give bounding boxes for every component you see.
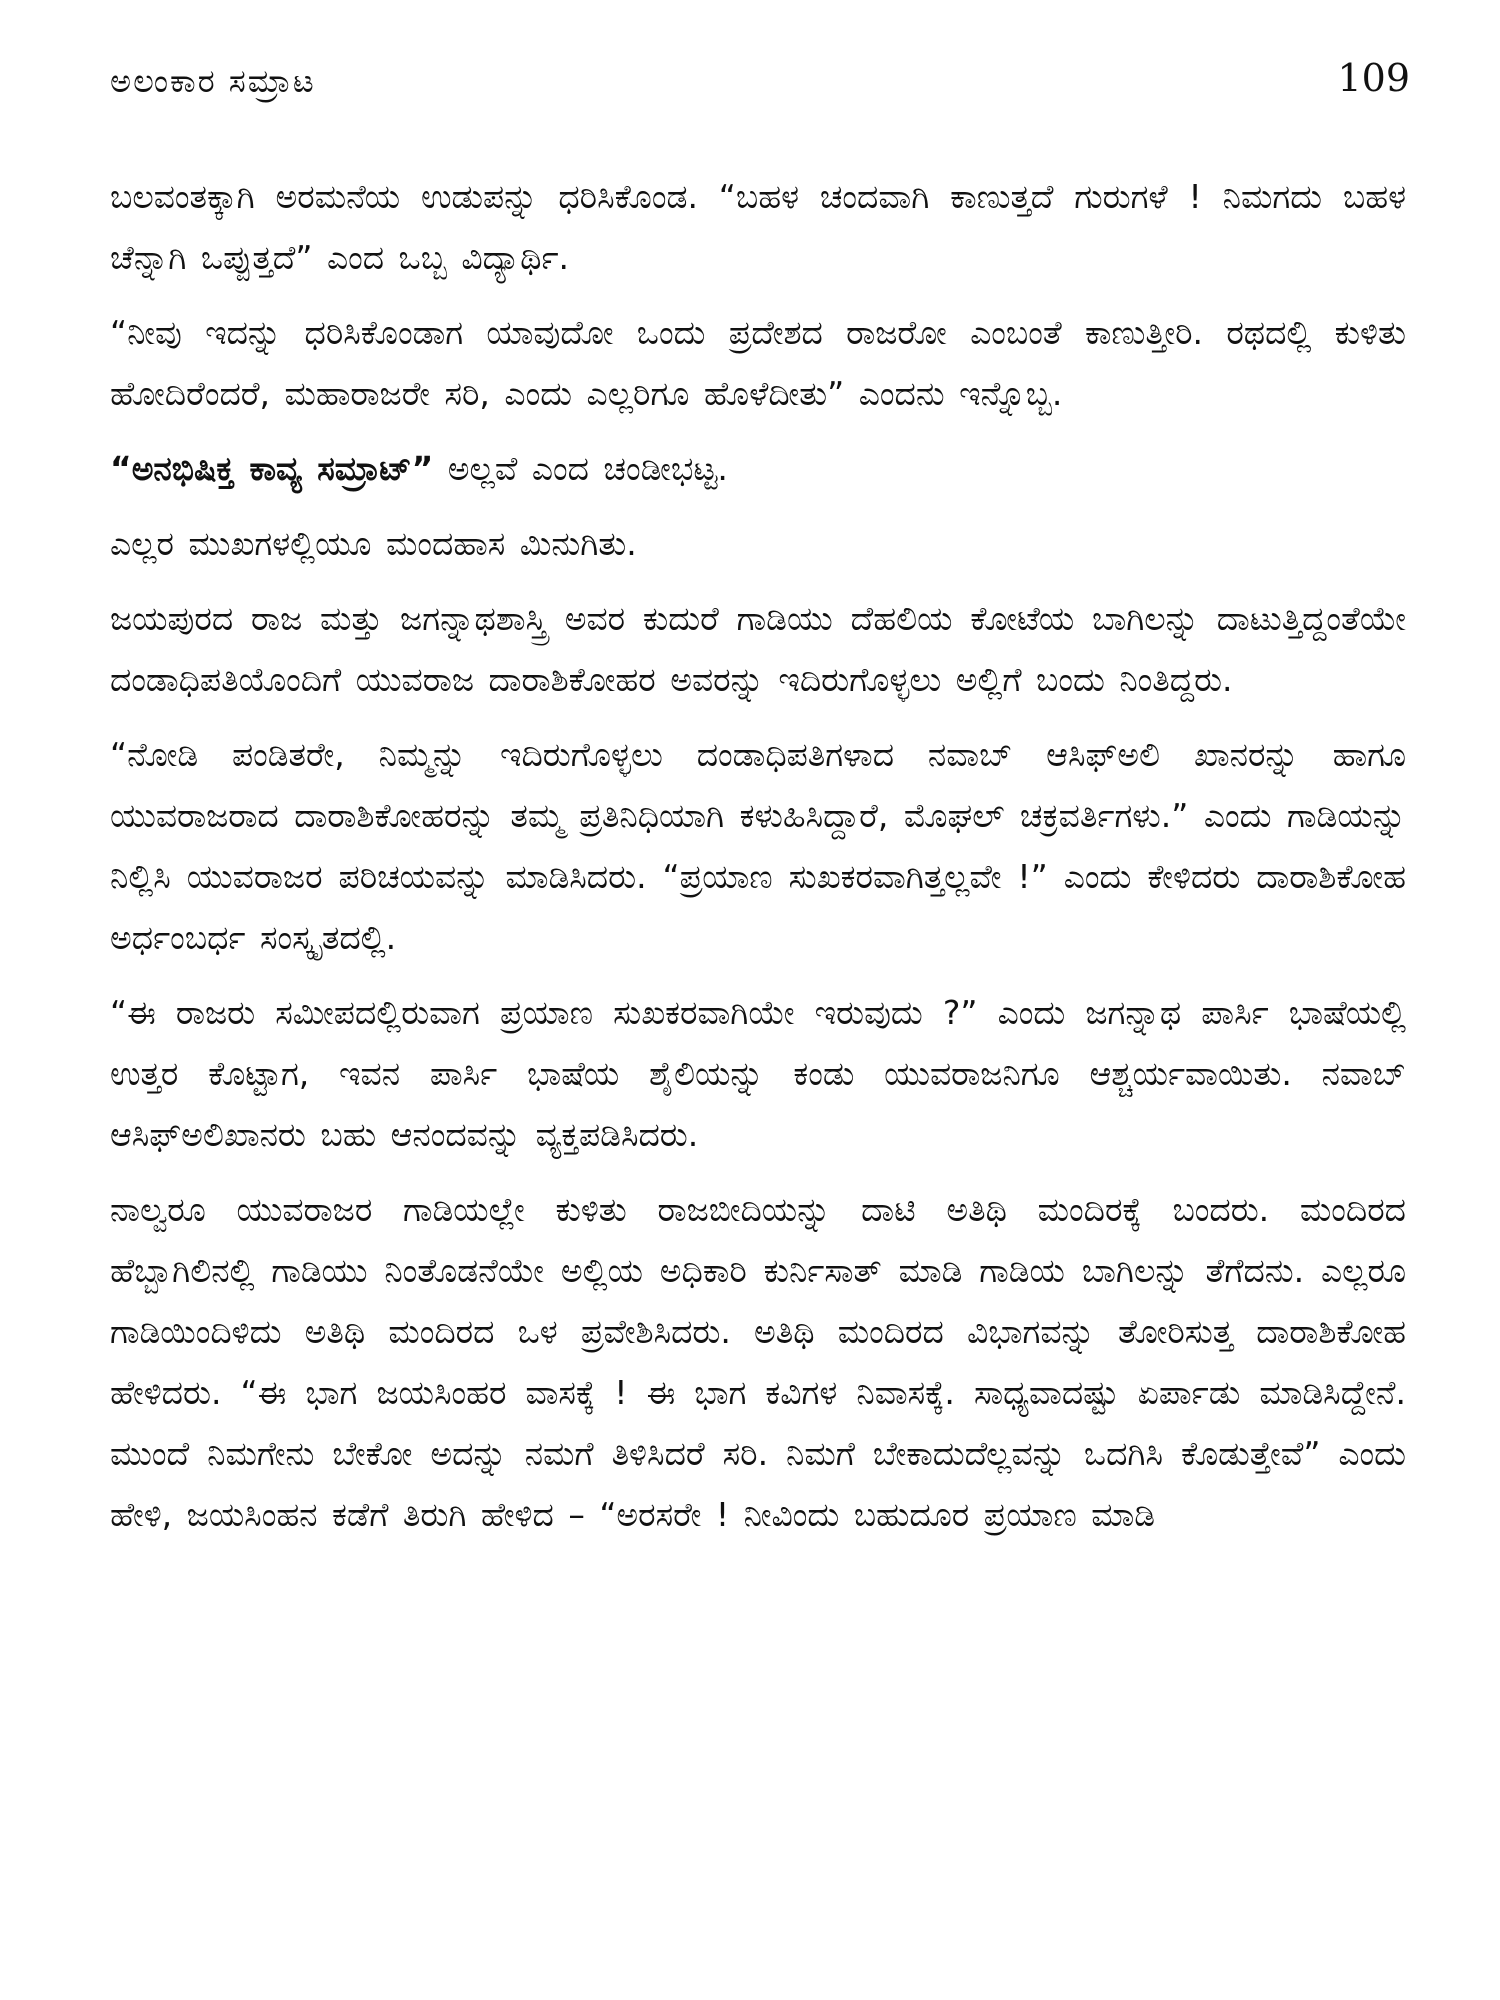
- paragraph: ಜಯಪುರದ ರಾಜ ಮತ್ತು ಜಗನ್ನಾಥಶಾಸ್ತ್ರಿ ಅವರ ಕುದುರೆ ಗಾಡಿಯು ದೆಹಲಿಯ ಕೋಟೆಯ ಬಾಗಿಲನ್ನು ದಾಟುತ್ತಿದ್ದಂತೆಯೇ ದಂಡಾಧಿಪತಿಯೊಂದಿಗೆ ಯುವರಾಜ ದಾರಾಶಿಕೋಹರ ಅವರನ್ನು ಇದಿರುಗೊಳ್ಳಲು ಅಲ್ಲಿಗೆ ಬಂದು ನಿಂತಿದ್ದರು.: [110, 599, 1406, 699]
- paragraph: ನಾಲ್ವರೂ ಯುವರಾಜರ ಗಾಡಿಯಲ್ಲೇ ಕುಳಿತು ರಾಜಬೀದಿಯನ್ನು ದಾಟಿ ಅತಿಥಿ ಮಂದಿರಕ್ಕೆ ಬಂದರು. ಮಂದಿರದ ಹೆಬ್ಬಾಗಿಲಿನಲ್ಲಿ ಗಾಡಿಯು ನಿಂತೊಡನೆಯೇ ಅಲ್ಲಿಯ ಅಧಿಕಾರಿ ಕುರ್ನಿಸಾತ್ ಮಾಡಿ ಗಾಡಿಯ ಬಾಗಿಲನ್ನು ತೆಗೆದನು. ಎಲ್ಲರೂ ಗಾಡಿಯಿಂದಿಳಿದು ಅತಿಥಿ ಮಂದಿರದ ಒಳ ಪ್ರವೇಶಿಸಿದರು. ಅತಿಥಿ ಮಂದಿರದ ವಿಭಾಗವನ್ನು ತೋರಿಸುತ್ತ ದಾರಾಶಿಕೋಹ ಹೇಳಿದರು. “ಈ ಭಾಗ ಜಯಸಿಂಹರ ವಾಸಕ್ಕೆ ! ಈ ಭಾಗ ಕವಿಗಳ ನಿವಾಸಕ್ಕೆ. ಸಾಧ್ಯವಾದಷ್ಟು ಏರ್ಪಾಡು ಮಾಡಿಸಿದ್ದೇನೆ. ಮುಂದೆ ನಿಮಗೇನು ಬೇಕೋ ಅದನ್ನು ನಮಗೆ ತಿಳಿಸಿದರೆ ಸರಿ. ನಿಮಗೆ ಬೇಕಾದುದೆಲ್ಲವನ್ನು ಒದಗಿಸಿ ಕೊಡುತ್ತೇವೆ” ಎಂದು ಹೇಳಿ, ಜಯಸಿಂಹನ ಕಡೆಗೆ ತಿರುಗಿ ಹೇಳಿದ – “ಅರಸರೇ ! ನೀವಿಂದು ಬಹುದೂರ ಪ್ರಯಾಣ ಮಾಡಿ: [110, 1190, 1406, 1534]
- paragraph-with-bold-title: [110, 438, 1406, 499]
- running-head: [110, 56, 1410, 112]
- bold-title-phrase: “ಅನಭಿಷಿಕ್ತ ಕಾವ್ಯ ಸಮ್ರಾಟ್”: [110, 449, 434, 488]
- paragraph-rest: ಅಲ್ಲವೆ ಎಂದ ಚಂಡೀಭಟ್ಟ.: [433, 449, 728, 488]
- paragraph: “ಈ ರಾಜರು ಸಮೀಪದಲ್ಲಿರುವಾಗ ಪ್ರಯಾಣ ಸುಖಕರವಾಗಿಯೇ ಇರುವುದು ?” ಎಂದು ಜಗನ್ನಾಥ ಪಾರ್ಸಿ ಭಾಷೆಯಲ್ಲಿ ಉತ್ತರ ಕೊಟ್ಟಾಗ, ಇವನ ಪಾರ್ಸಿ ಭಾಷೆಯ ಶೈಲಿಯನ್ನು ಕಂಡು ಯುವರಾಜನಿಗೂ ಆಶ್ಚರ್ಯವಾಯಿತು. ನವಾಬ್ ಆಸಿಫ್‌ಅಲಿಖಾನರು ಬಹು ಆನಂದವನ್ನು ವ್ಯಕ್ತಪಡಿಸಿದರು.: [110, 993, 1406, 1154]
- paragraph: “ನೀವು ಇದನ್ನು ಧರಿಸಿಕೊಂಡಾಗ ಯಾವುದೋ ಒಂದು ಪ್ರದೇಶದ ರಾಜರೋ ಎಂಬಂತೆ ಕಾಣುತ್ತೀರಿ. ರಥದಲ್ಲಿ ಕುಳಿತು ಹೋದಿರೆಂದರೆ, ಮಹಾರಾಜರೇ ಸರಿ, ಎಂದು ಎಲ್ಲರಿಗೂ ಹೊಳೆದೀತು” ಎಂದನು ಇನ್ನೊಬ್ಬ.: [110, 313, 1406, 413]
- paragraph: “ನೋಡಿ ಪಂಡಿತರೇ, ನಿಮ್ಮನ್ನು ಇದಿರುಗೊಳ್ಳಲು ದಂಡಾಧಿಪತಿಗಳಾದ ನವಾಬ್ ಆಸಿಫ್‌ಅಲಿ ಖಾನರನ್ನು ಹಾಗೂ ಯುವರಾಜರಾದ ದಾರಾಶಿಕೋಹರನ್ನು ತಮ್ಮ ಪ್ರತಿನಿಧಿಯಾಗಿ ಕಳುಹಿಸಿದ್ದಾರೆ, ಮೊಘಲ್ ಚಕ್ರವರ್ತಿಗಳು.” ಎಂದು ಗಾಡಿಯನ್ನು ನಿಲ್ಲಿಸಿ ಯುವರಾಜರ ಪರಿಚಯವನ್ನು ಮಾಡಿಸಿದರು. “ಪ್ರಯಾಣ ಸುಖಕರವಾಗಿತ್ತಲ್ಲವೇ !” ಎಂದು ಕೇಳಿದರು ದಾರಾಶಿಕೋಹ ಅರ್ಧಂಬರ್ಧ ಸಂಸ್ಕೃತದಲ್ಲಿ.: [110, 735, 1406, 957]
- paragraph: ಬಲವಂತಕ್ಕಾಗಿ ಅರಮನೆಯ ಉಡುಪನ್ನು ಧರಿಸಿಕೊಂಡ. “ಬಹಳ ಚಂದವಾಗಿ ಕಾಣುತ್ತದೆ ಗುರುಗಳೆ ! ನಿಮಗದು ಬಹಳ ಚೆನ್ನಾಗಿ ಒಪ್ಪುತ್ತದೆ” ಎಂದ ಒಬ್ಬ ವಿದ್ಯಾರ್ಥಿ.: [110, 177, 1406, 277]
- book-title: ಅಲಂಕಾರ ಸಮ್ರಾಟ: [110, 62, 316, 100]
- body-text: [110, 166, 1406, 1559]
- paragraph: ಎಲ್ಲರ ಮುಖಗಳಲ್ಲಿಯೂ ಮಂದಹಾಸ ಮಿನುಗಿತು.: [110, 524, 637, 563]
- page-number: 109: [1337, 56, 1410, 100]
